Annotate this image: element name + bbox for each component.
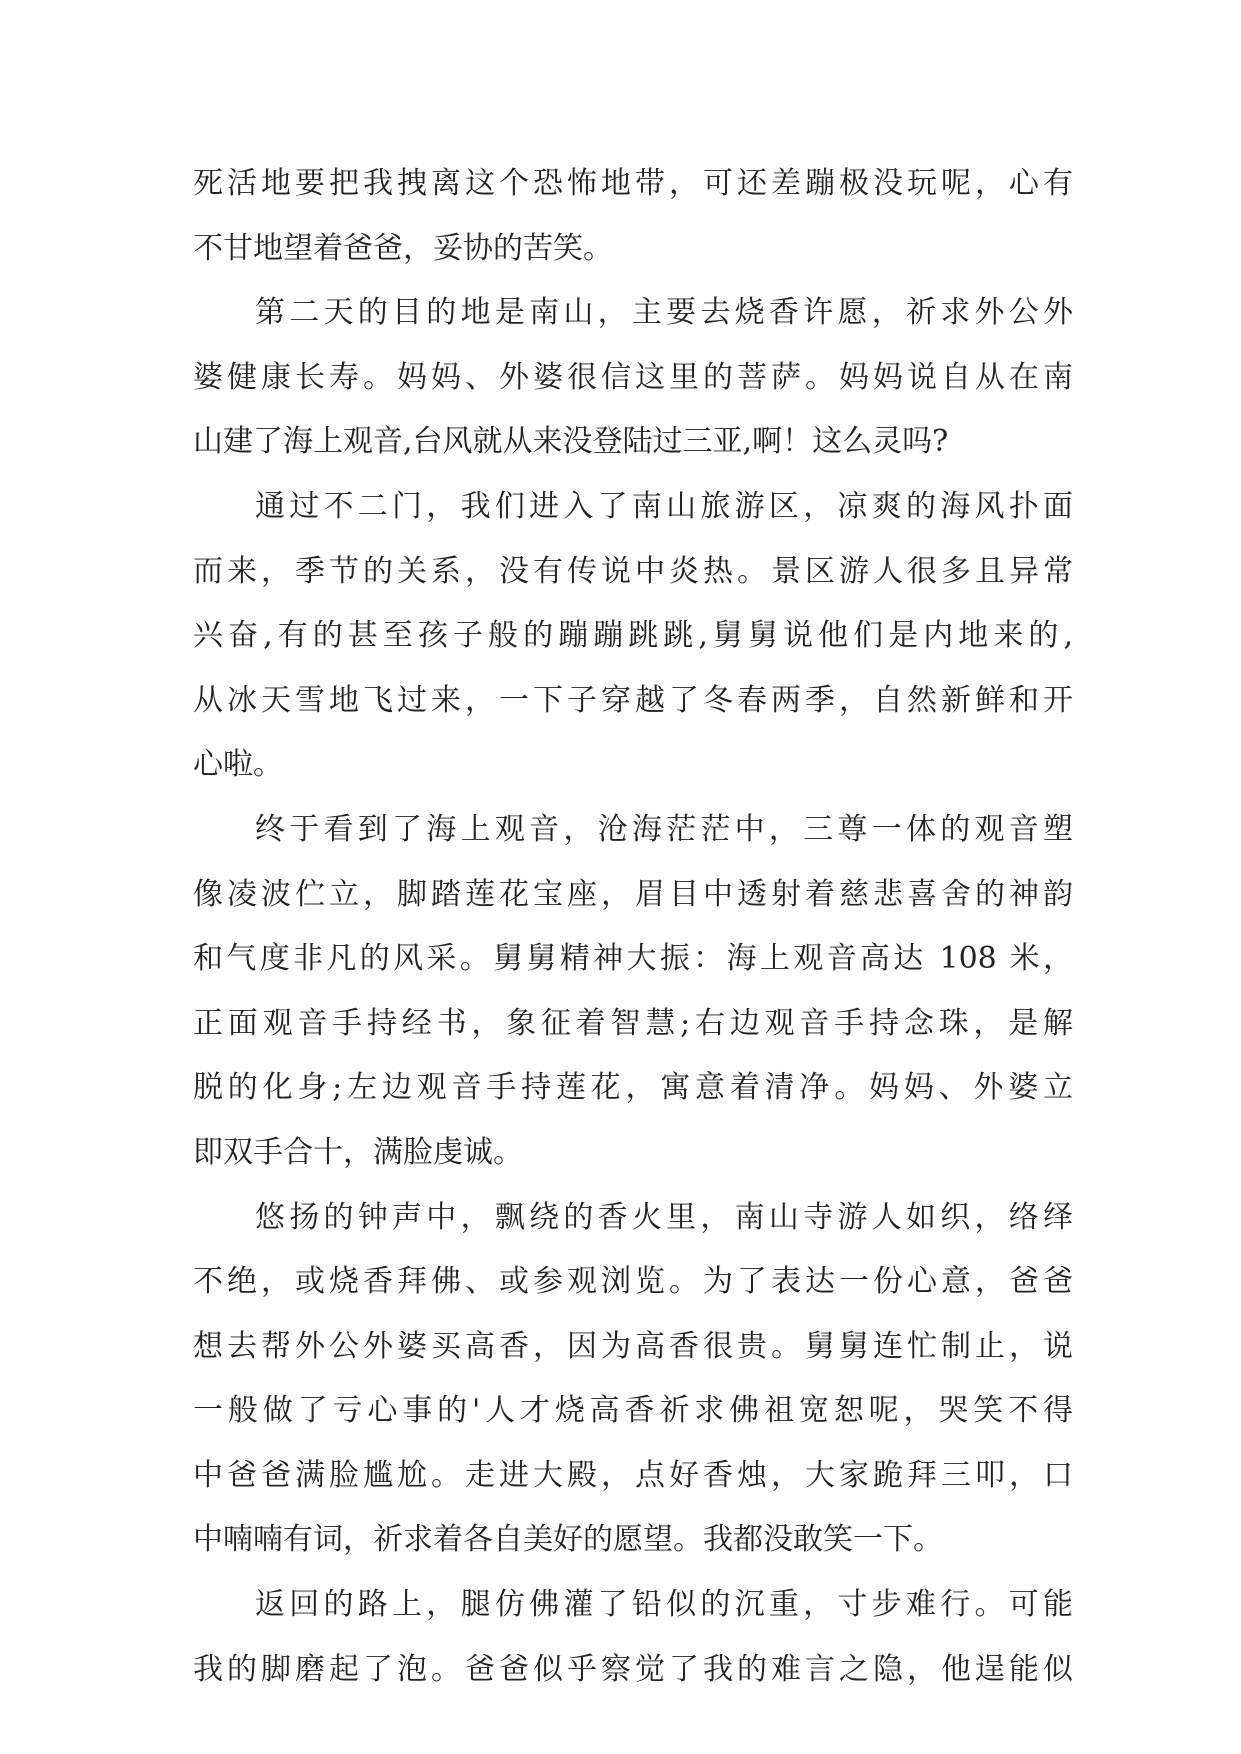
text-line: 一般做了亏心事的'人才烧高香祈求佛祖宽恕呢，哭笑不得 [193, 1393, 1073, 1429]
text-line: 死活地要把我拽离这个恐怖地带，可还差蹦极没玩呢，心有 [193, 166, 1073, 201]
text-line: 从冰天雪地飞过来，一下子穿越了冬春两季，自然新鲜和开 [193, 682, 1073, 718]
text-line: 山建了海上观音,台风就从来没登陆过三亚,啊！这么灵吗? [193, 424, 949, 460]
text-line: 不绝，或烧香拜佛、或参观浏览。为了表达一份心意，爸爸 [193, 1264, 1073, 1300]
text-line: 第二天的目的地是南山，主要去烧香许愿，祈求外公外 [255, 295, 1073, 331]
text-line: 终于看到了海上观音，沧海茫茫中，三尊一体的观音塑 [255, 811, 1073, 847]
text-line: 像凌波伫立，脚踏莲花宝座，眉目中透射着慈悲喜舍的神韵 [193, 876, 1073, 912]
text-line: 心啦。 [193, 747, 283, 783]
text-line: 我的脚磨起了泡。爸爸似乎察觉了我的难言之隐，他逞能似 [193, 1651, 1073, 1687]
text-line: 和气度非凡的风采。舅舅精神大振：海上观音高达 108 米， [193, 941, 1073, 977]
text-line: 婆健康长寿。妈妈、外婆很信这里的菩萨。妈妈说自从在南 [193, 359, 1073, 395]
text-line: 兴奋,有的甚至孩子般的蹦蹦跳跳,舅舅说他们是内地来的, [193, 618, 1073, 654]
text-line: 正面观音手持经书，象征着智慧;右边观音手持念珠，是解 [193, 1005, 1073, 1041]
text-line: 返回的路上，腿仿佛灌了铅似的沉重，寸步难行。可能 [255, 1587, 1073, 1623]
text-line: 脱的化身;左边观音手持莲花，寓意着清净。妈妈、外婆立 [193, 1070, 1073, 1106]
text-line: 中喃喃有词，祈求着各自美好的愿望。我都没敢笑一下。 [193, 1522, 943, 1558]
body-text [193, 152, 1073, 1702]
text-line: 悠扬的钟声中，飘绕的香火里，南山寺游人如织，络绎 [255, 1199, 1073, 1235]
text-line: 中爸爸满脸尴尬。走进大殿，点好香烛，大家跪拜三叩，口 [193, 1457, 1073, 1493]
text-line: 想去帮外公外婆买高香，因为高香很贵。舅舅连忙制止，说 [193, 1328, 1073, 1364]
text-line: 而来，季节的关系，没有传说中炎热。景区游人很多且异常 [193, 553, 1073, 589]
text-line: 即双手合十，满脸虔诚。 [193, 1134, 523, 1170]
text-line: 通过不二门，我们进入了南山旅游区，凉爽的海风扑面 [255, 488, 1073, 524]
text-line: 不甘地望着爸爸，妥协的苦笑。 [193, 230, 613, 266]
